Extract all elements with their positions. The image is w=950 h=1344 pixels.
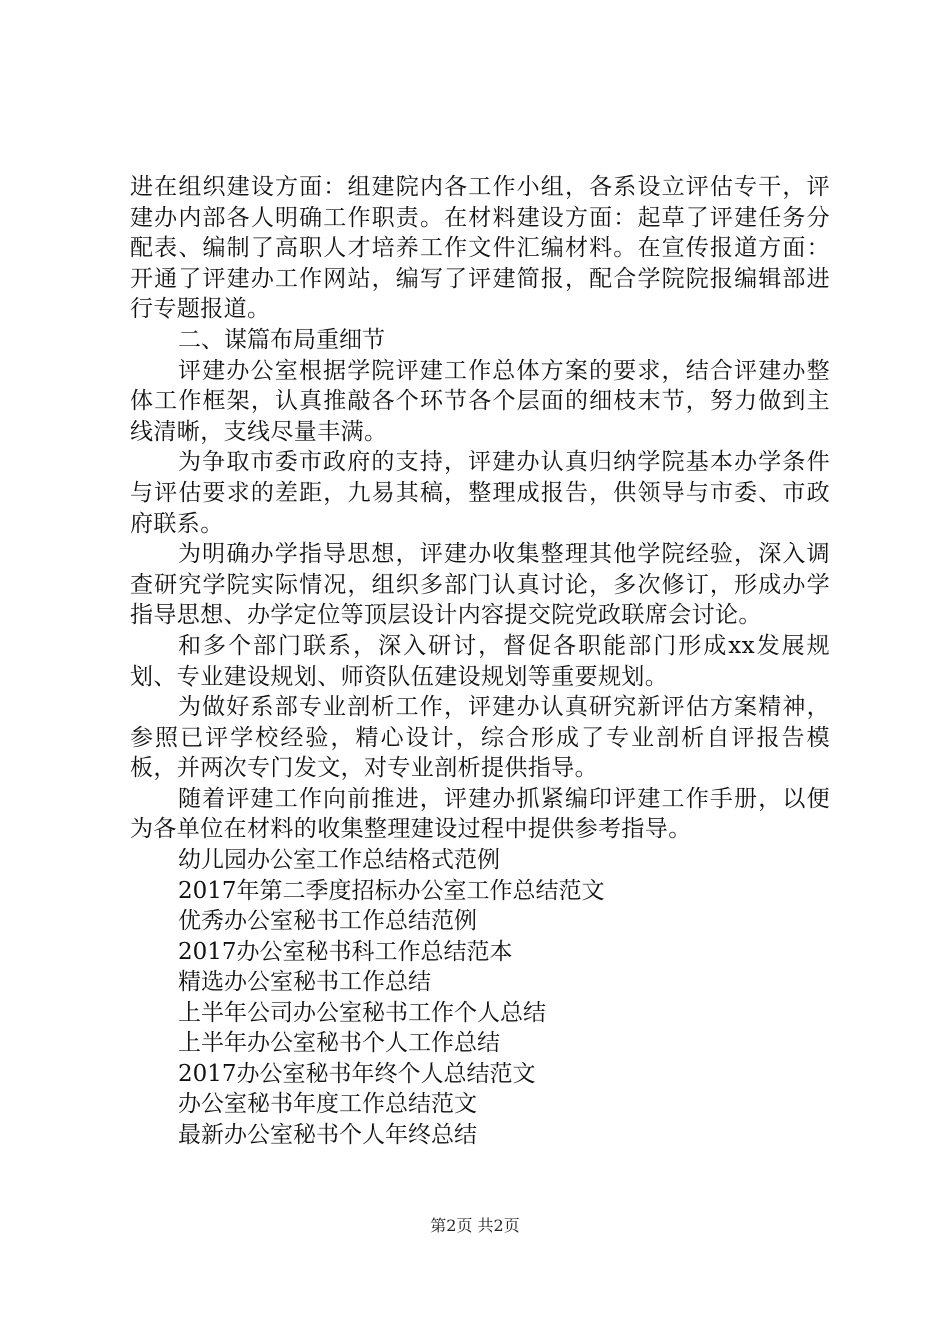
paragraph-org-material-publicity: 进在组织建设方面：组建院内各工作小组，各系设立评估专干，评建办内部各人明确工作职责。在材料建设方面：起草了评建任务分配表、编制了高职人才培养工作文件汇编材料。在宣传报道方面：开通了评建办工作网站，编写了评建简报，配合学院院报编辑部进行专题报道。 (130, 174, 830, 323)
related-title-item[interactable]: 2017办公室秘书科工作总结范本 (178, 938, 513, 965)
related-title-item[interactable]: 办公室秘书年度工作总结范文 (178, 1091, 477, 1118)
document-body (130, 172, 830, 1150)
related-title-item[interactable]: 上半年公司办公室秘书工作个人总结 (178, 999, 546, 1026)
related-title-item[interactable]: 精选办公室秘书工作总结 (178, 969, 431, 996)
paragraph-government-support: 为争取市委市政府的支持，评建办认真归纳学院基本办学条件与评估要求的差距，九易其稿，整理成报告，供领导与市委、市政府联系。 (130, 449, 830, 537)
related-title-item[interactable]: 最新办公室秘书个人年终总结 (178, 1121, 477, 1148)
related-title-item[interactable]: 2017年第二季度招标办公室工作总结范文 (178, 877, 605, 904)
section-heading: 二、谋篇布局重细节 (178, 326, 385, 353)
paragraph-guiding-ideology: 为明确办学指导思想，评建办收集整理其他学院经验，深入调查研究学院实际情况，组织多部门认真讨论，多次修订，形成办学指导思想、办学定位等顶层设计内容提交院党政联席会讨论。 (130, 541, 830, 629)
related-title-item[interactable]: 上半年办公室秘书个人工作总结 (178, 1030, 500, 1057)
page-footer (0, 1216, 950, 1236)
related-title-item[interactable]: 优秀办公室秘书工作总结范例 (178, 908, 477, 935)
related-title-item[interactable]: 幼儿园办公室工作总结格式范例 (178, 847, 500, 874)
paragraph-planning: 和多个部门联系，深入研讨，督促各职能部门形成xx发展规划、专业建设规划、师资队伍建设规划等重要规划。 (130, 632, 830, 690)
related-titles-list (130, 845, 830, 1150)
paragraph-overall-plan: 评建办公室根据学院评建工作总体方案的要求，结合评建办整体工作框架，认真推敲各个环节各个层面的细枝末节，努力做到主线清晰，支线尽量丰满。 (130, 357, 830, 445)
paragraph-major-analysis: 为做好系部专业剖析工作，评建办认真研究新评估方案精神，参照已评学校经验，精心设计，综合形成了专业剖析自评报告模板，并两次专门发文，对专业剖析提供指导。 (130, 694, 830, 782)
page-number-label: 第2页 共2页 (430, 1216, 520, 1235)
related-title-item[interactable]: 2017办公室秘书年终个人总结范文 (178, 1060, 536, 1087)
paragraph-work-manual: 随着评建工作向前推进，评建办抓紧编印评建工作手册，以便为各单位在材料的收集整理建设过程中提供参考指导。 (130, 785, 830, 843)
